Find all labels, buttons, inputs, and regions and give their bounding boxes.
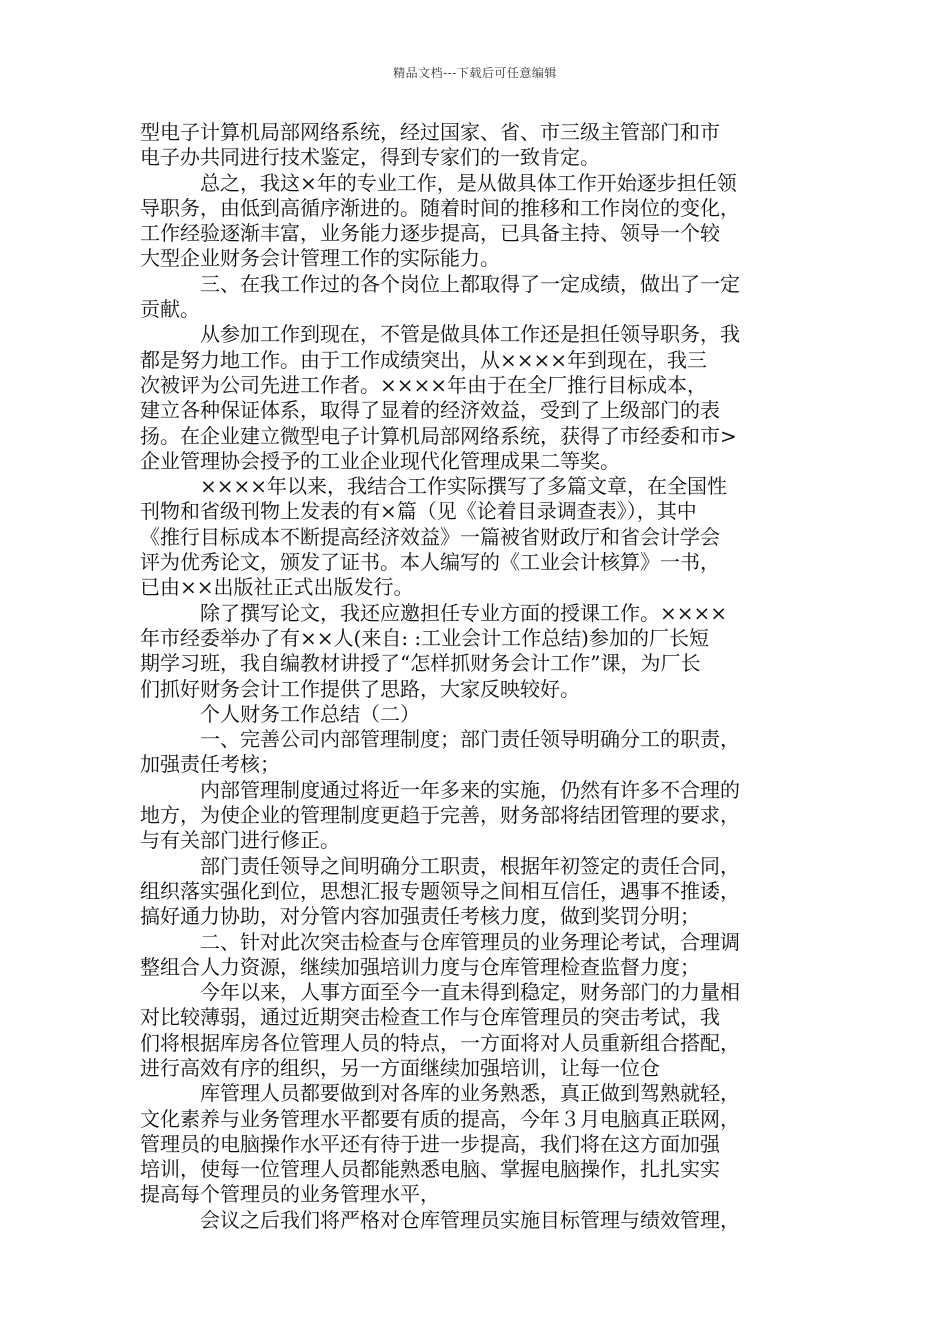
text-line: 扬。在企业建立微型电子计算机局部网络系统，获得了市经委和市>: [140, 423, 737, 448]
text-line: 期学习班，我自编教材讲授了“怎样抓财务会计工作”课，为厂长: [140, 651, 701, 676]
text-line: 个人财务工作总结（二）: [200, 701, 420, 726]
text-line: 加强责任考核；: [140, 752, 280, 777]
text-line: 一、完善公司内部管理制度；部门责任领导明确分工的职责，: [200, 727, 740, 752]
text-line: 库管理人员都要做到对各库的业务熟悉，真正做到驾熟就轻，: [200, 1081, 740, 1106]
text-line: 型电子计算机局部网络系统，经过国家、省、市三级主管部门和市: [140, 120, 720, 144]
text-line: 整组合人力资源，继续加强培训力度与仓库管理检查监督力度；: [140, 954, 700, 979]
text-line: 培训，使每一位管理人员都能熟悉电脑、掌握电脑操作，扎扎实实: [140, 1157, 720, 1182]
text-line: 从参加工作到现在，不管是做具体工作还是担任领导职务，我: [200, 322, 740, 347]
text-line: 工作经验逐渐丰富，业务能力逐步提高，已具备主持、领导一个较: [140, 221, 720, 246]
page-header: 精品文档---下载后可任意编辑: [393, 66, 557, 80]
text-line: 年市经委举办了有××人(来自: :工业会计工作总结)参加的厂长短: [140, 625, 709, 650]
text-line: 提高每个管理员的业务管理水平，: [140, 1182, 440, 1207]
text-line: 大型企业财务会计管理工作的实际能力。: [140, 246, 500, 271]
text-line: 进行高效有序的组织，另一方面继续加强培训，让每一位仓: [140, 1055, 660, 1080]
text-line: 都是努力地工作。由于工作成绩突出，从××××年到现在，我三: [140, 347, 708, 372]
text-line: 评为优秀论文，颁发了证书。本人编写的《工业会计核算》一书，: [140, 550, 720, 575]
text-line: 部门责任领导之间明确分工职责，根据年初签定的责任合同，: [200, 853, 740, 878]
text-line: 建立各种保证体系，取得了显着的经济效益，受到了上级部门的表: [140, 398, 720, 423]
text-line: ××××年以来，我结合工作实际撰写了多篇文章，在全国性: [200, 474, 728, 499]
text-line: 今年以来，人事方面至今一直未得到稳定，财务部门的力量相: [200, 980, 740, 1005]
text-line: 电子办共同进行技术鉴定，得到专家们的一致肯定。: [140, 145, 600, 170]
text-line: 贡献。: [140, 297, 200, 322]
text-line: 管理员的电脑操作水平还有待于进一步提高，我们将在这方面加强: [140, 1131, 720, 1156]
text-line: 导职务，由低到高循序渐进的。随着时间的推移和工作岗位的变化，: [140, 195, 740, 220]
text-line: 二、针对此次突击检查与仓库管理员的业务理论考试，合理调: [200, 929, 740, 954]
text-line: 与有关部门进行修正。: [140, 828, 340, 853]
text-line: 地方，为使企业的管理制度更趋于完善，财务部将结团管理的要求，: [140, 803, 740, 828]
text-line: 对比较薄弱，通过近期突击检查工作与仓库管理员的突击考试，我: [140, 1005, 720, 1030]
text-line: 已由××出版社正式出版发行。: [140, 575, 414, 600]
text-line: 们将根据库房各位管理人员的特点，一方面将对人员重新组合搭配，: [140, 1030, 740, 1055]
text-line: 三、在我工作过的各个岗位上都取得了一定成绩，做出了一定: [200, 271, 740, 296]
document-body: [140, 120, 812, 1233]
text-line: 刊物和省级刊物上发表的有×篇（见《论着目录调查表》），其中: [140, 499, 697, 524]
text-line: 除了撰写论文，我还应邀担任专业方面的授课工作。××××: [200, 600, 728, 625]
text-line: 总之，我这×年的专业工作，是从做具体工作开始逐步担任领: [200, 170, 737, 195]
text-line: 企业管理协会授予的工业企业现代化管理成果二等奖。: [140, 448, 620, 473]
text-line: 们抓好财务会计工作提供了思路，大家反映较好。: [140, 676, 580, 701]
text-line: 会议之后我们将严格对仓库管理员实施目标管理与绩效管理，: [200, 1207, 740, 1232]
text-line: 文化素养与业务管理水平都要有质的提高，今年３月电脑真正联网，: [140, 1106, 740, 1131]
text-line: 组织落实强化到位，思想汇报专题领导之间相互信任，遇事不推诿，: [140, 878, 740, 903]
text-line: 内部管理制度通过将近一年多来的实施，仍然有许多不合理的: [200, 777, 740, 802]
text-line: 搞好通力协助，对分管内容加强责任考核力度，做到奖罚分明；: [140, 904, 700, 929]
text-line: 《推行目标成本不断提高经济效益》一篇被省财政厅和省会计学会: [140, 524, 720, 549]
text-line: 次被评为公司先进工作者。××××年由于在全厂推行目标成本，: [140, 372, 708, 397]
